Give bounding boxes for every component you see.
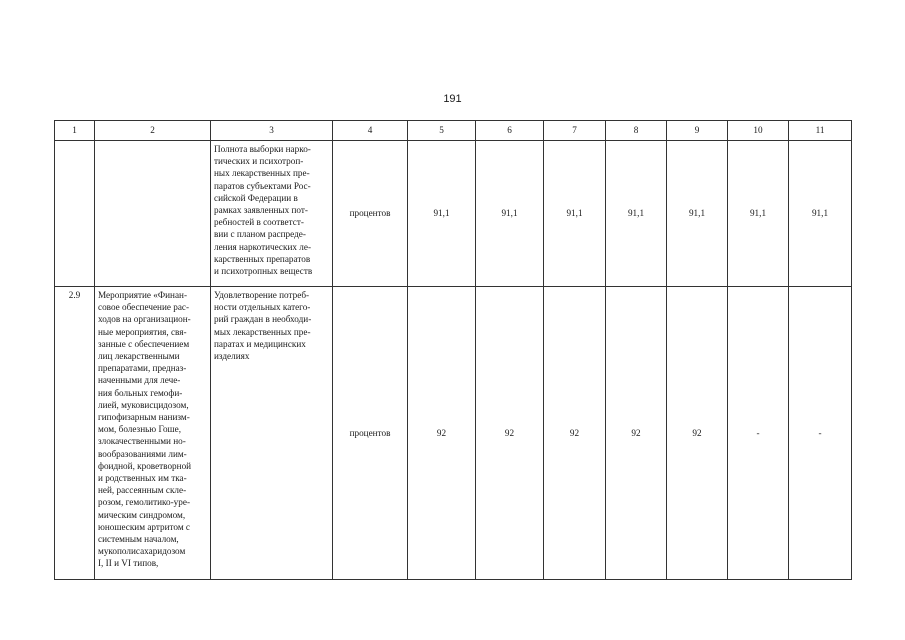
column-header: 6 [476, 121, 544, 141]
unit-cell: процентов [333, 287, 408, 580]
indicator-name [211, 141, 333, 287]
value-cell: 91,1 [408, 141, 476, 287]
indicator-name-text: Удовлетворение потреб- ности отдельных катего- рий граждан в необходи- мых лекарственных пре- паратах и медицинских изделиях [214, 290, 312, 362]
column-header: 9 [667, 121, 728, 141]
value-cell: 91,1 [606, 141, 667, 287]
indicator-name [211, 287, 333, 580]
column-header: 10 [728, 121, 789, 141]
value-cell: 92 [544, 287, 606, 580]
column-header: 7 [544, 121, 606, 141]
value-cell: 92 [476, 287, 544, 580]
table-row [55, 287, 852, 580]
column-header: 3 [211, 121, 333, 141]
column-header: 8 [606, 121, 667, 141]
measure-name [95, 287, 211, 580]
column-header: 5 [408, 121, 476, 141]
table-row [55, 141, 852, 287]
page-number: 191 [443, 93, 462, 105]
column-header: 4 [333, 121, 408, 141]
value-cell: - [728, 287, 789, 580]
value-cell: 91,1 [544, 141, 606, 287]
value-cell: 91,1 [728, 141, 789, 287]
column-header: 11 [789, 121, 852, 141]
value-cell: - [789, 287, 852, 580]
unit-cell: процентов [333, 141, 408, 287]
column-header: 2 [95, 121, 211, 141]
measure-name [95, 141, 211, 287]
value-cell: 92 [408, 287, 476, 580]
value-cell: 92 [606, 287, 667, 580]
column-header: 1 [55, 121, 95, 141]
value-cell: 91,1 [476, 141, 544, 287]
table-header-row [55, 121, 852, 141]
row-number [55, 141, 95, 287]
value-cell: 91,1 [789, 141, 852, 287]
value-cell: 91,1 [667, 141, 728, 287]
row-number: 2.9 [55, 287, 95, 580]
measure-name-text: Мероприятие «Финан- совое обеспечение рас- ходов на организацион- ные мероприятия, свя- занные с обеспечением лиц лекарственными препаратами, предназ- наченными для лече- ния больных гемофи- лией, муковисцидозом, гипофизарным нанизм- мом, болезнью Гоше, злокачественными но- вообразованиями лим- фоидной, кроветворной и родственных им тка- ней, рассеянным скле- розом, гемолитико-уре- мическим синдромом, юношеским артритом с системным началом, мукополисахаридозом I, II и VI типов, [98, 290, 192, 569]
indicator-name-text: Полнота выборки нарко- тических и психотроп- ных лекарственных пре- паратов субъектами Рос- сийской Федерации в рамках заявленных пот- ребностей в соответст- вии с планом распреде- ления наркотических ле- карственных препаратов и психотропных веществ [214, 144, 313, 277]
indicators-table [54, 120, 852, 580]
value-cell: 92 [667, 287, 728, 580]
